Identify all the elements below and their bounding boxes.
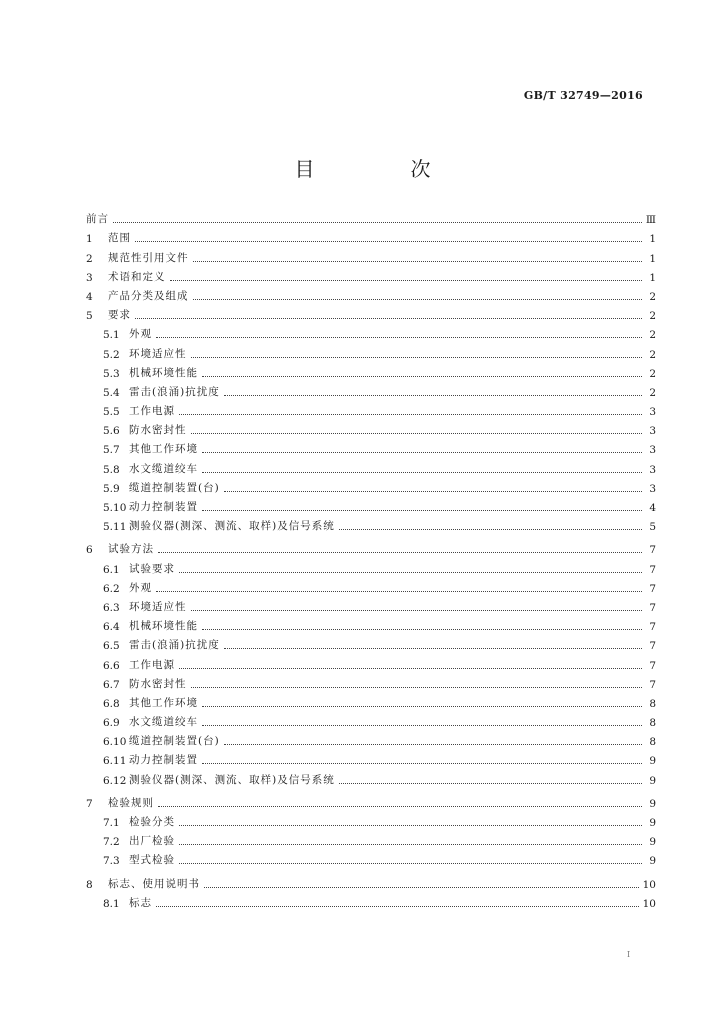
toc-entry-number: 8 [86,878,93,891]
toc-entry[interactable] [86,595,656,614]
toc-entry-label: 范围 [108,232,131,245]
toc-entry-page: 7 [649,621,656,634]
toc-entry-label: 动力控制装置 [129,754,198,767]
toc-entry[interactable] [86,207,656,226]
toc-entry[interactable] [86,748,656,767]
toc-entry-number: 6.11 [103,755,127,768]
toc-entry-page: 10 [642,878,656,891]
toc-entry-page: 4 [649,502,656,514]
table-of-contents [86,207,656,910]
dot-leader [179,825,642,826]
toc-entry[interactable] [86,476,656,495]
toc-entry-number: 1 [86,233,93,246]
toc-entry[interactable] [86,810,656,829]
toc-entry[interactable] [86,556,656,575]
toc-entry[interactable] [86,303,656,322]
toc-entry-label: 规范性引用文件 [108,251,189,264]
toc-entry[interactable] [86,341,656,360]
toc-entry-label: 外观 [129,328,152,341]
dot-leader [202,376,642,377]
dot-leader [156,337,642,338]
toc-entry-page: 8 [649,736,656,749]
toc-entry[interactable] [86,633,656,652]
dot-leader [193,261,643,262]
toc-entry-number: 5.1 [103,329,120,342]
dot-leader [158,806,642,807]
toc-entry-number: 7.2 [103,836,120,849]
dot-leader [170,280,643,281]
toc-entry-label: 机械环境性能 [129,366,198,379]
toc-entry[interactable] [86,848,656,867]
toc-entry-number: 6.8 [103,697,120,710]
toc-entry-page: Ⅲ [645,214,656,227]
toc-entry-page: 9 [649,755,656,768]
toc-entry-number: 5.10 [103,502,127,514]
toc-entry-page: 2 [649,348,656,361]
toc-entry-page: 8 [649,697,656,710]
toc-entry-number: 7.1 [103,817,120,829]
dot-leader [193,299,643,300]
toc-entry-number: 5.6 [103,425,120,438]
toc-entry-page: 3 [649,463,656,476]
toc-entry-label: 环境适应性 [129,347,187,360]
dot-leader [202,763,642,764]
toc-entry-number: 6.4 [103,621,120,634]
dot-leader [179,668,642,669]
toc-entry-number: 6.2 [103,582,120,595]
toc-entry-page: 2 [649,290,656,303]
toc-entry-label: 出厂检验 [129,835,175,848]
dot-leader [191,357,643,358]
toc-entry-number: 5 [86,310,93,323]
toc-entry-page: 8 [649,717,656,730]
dot-leader [339,529,642,530]
toc-entry[interactable] [86,399,656,418]
toc-entry-number: 6.9 [103,717,120,730]
dot-leader [202,725,642,726]
dot-leader [191,687,643,688]
toc-entry-label: 缆道控制装置(台) [129,735,220,748]
page-number-mark: I [627,950,631,959]
toc-entry[interactable] [86,829,656,848]
toc-entry-label: 雷击(浪涌)抗扰度 [129,385,220,398]
toc-entry[interactable] [86,767,656,786]
dot-leader [224,491,642,492]
toc-entry-label: 雷击(浪涌)抗扰度 [129,639,220,652]
toc-entry-number: 6.3 [103,601,120,614]
toc-entry-label: 测验仪器(测深、测流、取样)及信号系统 [129,520,335,533]
toc-entry[interactable] [86,380,656,399]
toc-entry-page: 7 [649,678,656,691]
toc-entry-page: 1 [649,233,656,246]
dot-leader [156,906,639,907]
toc-entry-number: 6.10 [103,736,127,749]
toc-entry-page: 2 [649,310,656,323]
toc-entry-number: 8.1 [103,897,120,910]
toc-entry-label: 水文缆道绞车 [129,462,198,475]
toc-entry[interactable] [86,672,656,691]
toc-entry-label: 动力控制装置 [129,501,198,513]
dot-leader [179,863,642,864]
toc-entry[interactable] [86,322,656,341]
toc-entry-page: 3 [649,444,656,457]
toc-entry-label: 机械环境性能 [129,620,198,633]
toc-entry[interactable] [86,710,656,729]
toc-entry-page: 3 [649,406,656,419]
toc-entry[interactable] [86,245,656,264]
toc-entry[interactable] [86,226,656,245]
toc-entry-page: 1 [649,271,656,284]
toc-entry-label: 检验分类 [129,816,175,828]
toc-entry-label: 外观 [129,581,152,594]
toc-entry-number: 5.3 [103,367,120,380]
dot-leader [202,629,642,630]
toc-entry-number: 6 [86,544,93,557]
toc-entry-page: 3 [649,482,656,495]
dot-leader [135,318,642,319]
toc-entry-page: 1 [649,252,656,265]
dot-leader [224,744,642,745]
dot-leader [179,844,642,845]
dot-leader [113,222,642,223]
toc-entry-number: 6.5 [103,640,120,653]
toc-entry-number: 2 [86,252,93,265]
toc-entry-number: 5.5 [103,406,120,419]
toc-entry-label: 工作电源 [129,405,175,418]
dot-leader [179,414,642,415]
toc-entry-number: 6.7 [103,678,120,691]
toc-entry[interactable] [86,729,656,748]
dot-leader [202,706,642,707]
toc-entry[interactable] [86,265,656,284]
toc-entry[interactable] [86,791,656,810]
toc-entry-page: 7 [649,640,656,653]
toc-entry-label: 试验要求 [129,562,175,575]
toc-entry-label: 工作电源 [129,658,175,671]
toc-entry[interactable] [86,537,656,556]
toc-entry-label: 术语和定义 [108,270,166,283]
toc-entry-page: 2 [649,367,656,380]
toc-entry[interactable] [86,361,656,380]
toc-entry-label: 标志、使用说明书 [108,877,200,890]
toc-entry-label: 环境适应性 [129,600,187,613]
dot-leader [202,472,642,473]
toc-entry-number: 7.3 [103,855,120,868]
dot-leader [135,241,642,242]
toc-entry-number: 5.11 [103,521,127,534]
toc-entry[interactable] [86,284,656,303]
toc-entry-number: 7 [86,797,93,810]
page-title: 目 次 [294,157,469,181]
toc-entry-number: 5.4 [103,386,120,399]
toc-entry[interactable] [86,691,656,710]
toc-entry-label: 产品分类及组成 [108,289,189,302]
toc-entry-number: 5.7 [103,444,120,457]
toc-entry-label: 前言 [86,213,109,226]
toc-entry[interactable] [86,891,656,910]
toc-entry-number: 3 [86,271,93,284]
dot-leader [339,783,642,784]
toc-entry-number: 6.12 [103,774,127,787]
toc-entry-label: 型式检验 [129,854,175,867]
toc-entry-page: 2 [649,386,656,399]
toc-entry[interactable] [86,437,656,456]
toc-entry[interactable] [86,614,656,633]
toc-entry[interactable] [86,456,656,475]
toc-entry-label: 水文缆道绞车 [129,716,198,729]
toc-entry-page: 10 [642,897,656,910]
toc-entry-page: 9 [649,855,656,868]
toc-entry-label: 其他工作环境 [129,696,198,709]
toc-entry[interactable] [86,495,656,514]
toc-entry-number: 5.2 [103,348,120,361]
dot-leader [224,395,642,396]
toc-entry-label: 要求 [108,309,131,322]
dot-leader [204,887,639,888]
toc-entry[interactable] [86,652,656,671]
toc-entry-page: 2 [649,329,656,342]
toc-entry-page: 7 [649,563,656,576]
toc-entry[interactable] [86,576,656,595]
toc-entry-page: 9 [649,836,656,849]
toc-entry-page: 9 [649,817,656,829]
toc-entry-label: 检验规则 [108,796,154,809]
toc-entry-page: 7 [649,659,656,672]
toc-entry[interactable] [86,418,656,437]
toc-entry-number: 6.1 [103,563,120,576]
toc-entry-number: 6.6 [103,659,120,672]
toc-entry-page: 9 [649,797,656,810]
dot-leader [158,552,642,553]
toc-entry-label: 测验仪器(测深、测流、取样)及信号系统 [129,773,335,786]
toc-entry-page: 7 [649,544,656,557]
toc-entry-number: 5.9 [103,482,120,495]
toc-entry-label: 试验方法 [108,543,154,556]
dot-leader [156,591,642,592]
toc-entry-page: 3 [649,425,656,438]
toc-entry-page: 7 [649,601,656,614]
toc-entry-label: 防水密封性 [129,424,187,437]
toc-entry-label: 缆道控制装置(台) [129,481,220,494]
toc-entry-number: 4 [86,290,93,303]
toc-entry[interactable] [86,871,656,890]
toc-entry-label: 标志 [129,896,152,909]
dot-leader [191,610,643,611]
dot-leader [202,510,642,511]
toc-entry-label: 其他工作环境 [129,443,198,456]
dot-leader [224,648,642,649]
toc-entry-page: 9 [649,774,656,787]
dot-leader [202,452,642,453]
toc-entry-page: 7 [649,582,656,595]
toc-entry-number: 5.8 [103,463,120,476]
dot-leader [191,433,643,434]
toc-entry-page: 5 [649,521,656,534]
toc-entry-label: 防水密封性 [129,677,187,690]
standard-code: GB/T 32749—2016 [523,89,643,102]
toc-entry[interactable] [86,514,656,533]
dot-leader [179,572,642,573]
